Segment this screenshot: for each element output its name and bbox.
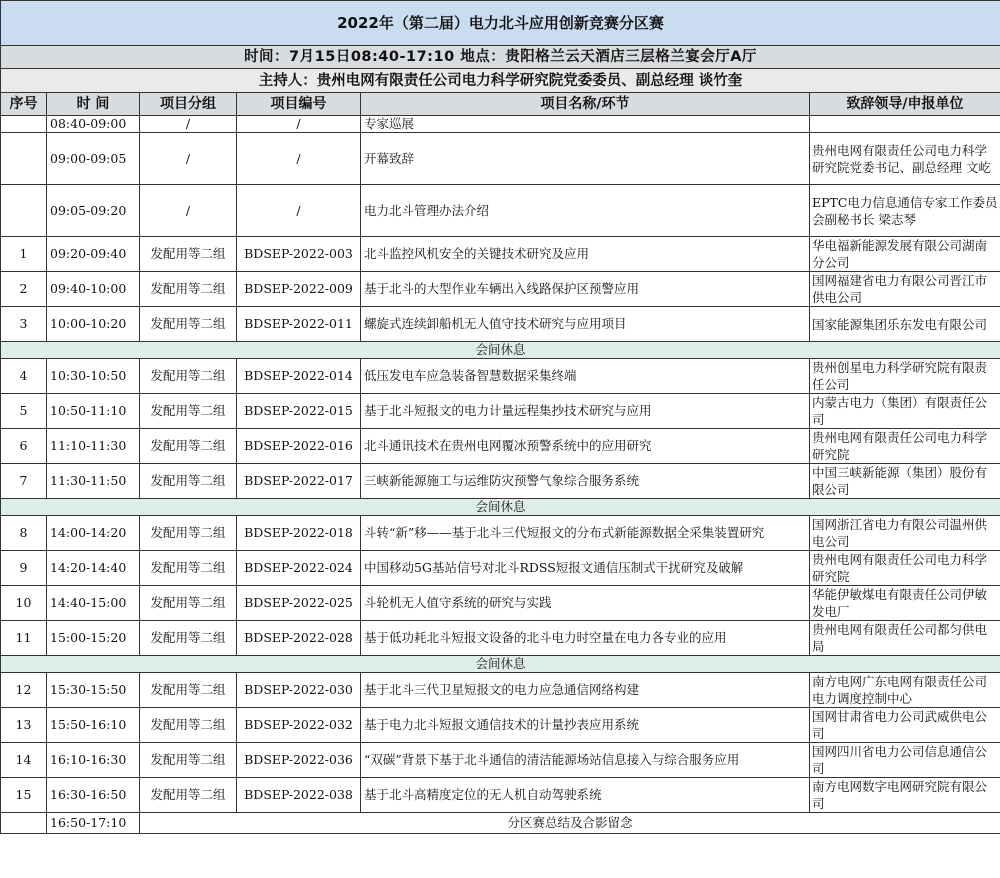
row-no: 14 (1, 743, 47, 778)
row-group: 发配用等二组 (140, 708, 237, 743)
row-time: 09:00-09:05 (47, 133, 140, 185)
break-row (1, 342, 1000, 359)
table-row (1, 394, 1000, 429)
row-no: 15 (1, 778, 47, 813)
row-name: 电力北斗管理办法介绍 (361, 185, 810, 237)
row-no (1, 185, 47, 237)
row-group: 发配用等二组 (140, 272, 237, 307)
row-group: 发配用等二组 (140, 464, 237, 499)
column-header-time: 时 间 (47, 93, 140, 116)
row-no: 10 (1, 586, 47, 621)
row-unit: 国网四川省电力公司信息通信公司 (810, 743, 1000, 778)
column-header-no: 序号 (1, 93, 47, 116)
table-row (1, 516, 1000, 551)
row-group: 发配用等二组 (140, 307, 237, 342)
row-code: BDSEP-2022-015 (237, 394, 361, 429)
row-time: 10:30-10:50 (47, 359, 140, 394)
row-code: BDSEP-2022-014 (237, 359, 361, 394)
row-code: BDSEP-2022-025 (237, 586, 361, 621)
row-code: BDSEP-2022-030 (237, 673, 361, 708)
row-time: 14:00-14:20 (47, 516, 140, 551)
row-time: 09:20-09:40 (47, 237, 140, 272)
row-time: 11:30-11:50 (47, 464, 140, 499)
row-unit: 贵州电网有限责任公司电力科学研究院党委书记、副总经理 文屹 (810, 133, 1000, 185)
table-row (1, 133, 1000, 185)
row-group: 发配用等二组 (140, 237, 237, 272)
row-time: 09:40-10:00 (47, 272, 140, 307)
row-group: 发配用等二组 (140, 621, 237, 656)
break-row (1, 656, 1000, 673)
row-unit: 国家能源集团乐东发电有限公司 (810, 307, 1000, 342)
row-group: 发配用等二组 (140, 673, 237, 708)
time-venue: 时间：7月15日08:40-17:10 地点：贵阳格兰云天酒店三层格兰宴会厅A厅 (1, 46, 1000, 69)
row-time: 10:50-11:10 (47, 394, 140, 429)
row-code: BDSEP-2022-038 (237, 778, 361, 813)
row-code: BDSEP-2022-028 (237, 621, 361, 656)
table-row (1, 464, 1000, 499)
row-group: 发配用等二组 (140, 516, 237, 551)
table-row (1, 673, 1000, 708)
row-group: / (140, 116, 237, 133)
row-group: 发配用等二组 (140, 359, 237, 394)
table-row (1, 743, 1000, 778)
row-name: 开幕致辞 (361, 133, 810, 185)
row-time: 16:50-17:10 (47, 813, 140, 834)
row-name: 中国移动5G基站信号对北斗RDSS短报文通信压制式干扰研究及破解 (361, 551, 810, 586)
break-label: 会间休息 (1, 656, 1000, 673)
row-group: 发配用等二组 (140, 551, 237, 586)
row-time: 08:40-09:00 (47, 116, 140, 133)
column-header-unit: 致辞领导/申报单位 (810, 93, 1000, 116)
row-name: 北斗通讯技术在贵州电网覆冰预警系统中的应用研究 (361, 429, 810, 464)
row-name: 基于北斗短报文的电力计量远程集抄技术研究与应用 (361, 394, 810, 429)
row-time: 15:50-16:10 (47, 708, 140, 743)
break-row (1, 499, 1000, 516)
closing-label: 分区赛总结及合影留念 (140, 813, 1000, 834)
row-unit: 内蒙古电力（集团）有限责任公司 (810, 394, 1000, 429)
row-code: BDSEP-2022-016 (237, 429, 361, 464)
break-label: 会间休息 (1, 499, 1000, 516)
row-no (1, 116, 47, 133)
row-unit (810, 116, 1000, 133)
table-row (1, 359, 1000, 394)
row-group: 发配用等二组 (140, 586, 237, 621)
row-name: 基于电力北斗短报文通信技术的计量抄表应用系统 (361, 708, 810, 743)
row-unit: 国网福建省电力有限公司晋江市供电公司 (810, 272, 1000, 307)
row-time: 14:40-15:00 (47, 586, 140, 621)
row-no: 12 (1, 673, 47, 708)
row-time: 11:10-11:30 (47, 429, 140, 464)
row-no: 8 (1, 516, 47, 551)
row-no: 6 (1, 429, 47, 464)
row-group: 发配用等二组 (140, 743, 237, 778)
row-unit: 贵州电网有限责任公司都匀供电局 (810, 621, 1000, 656)
row-name: 北斗监控风机安全的关键技术研究及应用 (361, 237, 810, 272)
row-time: 09:05-09:20 (47, 185, 140, 237)
row-name: 低压发电车应急装备智慧数据采集终端 (361, 359, 810, 394)
row-no: 5 (1, 394, 47, 429)
row-no: 9 (1, 551, 47, 586)
table-row (1, 429, 1000, 464)
row-time: 14:20-14:40 (47, 551, 140, 586)
row-no (1, 813, 47, 834)
row-no: 4 (1, 359, 47, 394)
row-code: BDSEP-2022-009 (237, 272, 361, 307)
row-name: 斗轮机无人值守系统的研究与实践 (361, 586, 810, 621)
row-no: 7 (1, 464, 47, 499)
row-group: 发配用等二组 (140, 429, 237, 464)
row-unit: EPTC电力信息通信专家工作委员会副秘书长 梁志琴 (810, 185, 1000, 237)
schedule-title: 2022年（第二届）电力北斗应用创新竞赛分区赛 (1, 1, 1000, 46)
row-no: 11 (1, 621, 47, 656)
row-code: / (237, 185, 361, 237)
table-row (1, 551, 1000, 586)
row-group: / (140, 133, 237, 185)
column-header-group: 项目分组 (140, 93, 237, 116)
table-row (1, 116, 1000, 133)
table-row (1, 307, 1000, 342)
row-code: BDSEP-2022-003 (237, 237, 361, 272)
table-row (1, 272, 1000, 307)
row-no: 3 (1, 307, 47, 342)
table-row (1, 185, 1000, 237)
row-unit: 华电福新能源发展有限公司湖南分公司 (810, 237, 1000, 272)
row-name: 基于北斗的大型作业车辆出入线路保护区预警应用 (361, 272, 810, 307)
row-unit: 贵州创星电力科学研究院有限责任公司 (810, 359, 1000, 394)
row-time: 15:30-15:50 (47, 673, 140, 708)
row-code: BDSEP-2022-032 (237, 708, 361, 743)
row-name: 专家巡展 (361, 116, 810, 133)
row-code: BDSEP-2022-011 (237, 307, 361, 342)
row-unit: 南方电网广东电网有限责任公司电力调度控制中心 (810, 673, 1000, 708)
row-code: / (237, 133, 361, 185)
row-name: 基于低功耗北斗短报文设备的北斗电力时空量在电力各专业的应用 (361, 621, 810, 656)
closing-row (1, 813, 1000, 834)
column-header-code: 项目编号 (237, 93, 361, 116)
row-group: 发配用等二组 (140, 778, 237, 813)
row-name: 基于北斗高精度定位的无人机自动驾驶系统 (361, 778, 810, 813)
row-unit: 贵州电网有限责任公司电力科学研究院 (810, 551, 1000, 586)
row-name: 斗转“新”移——基于北斗三代短报文的分布式新能源数据全采集装置研究 (361, 516, 810, 551)
row-group: 发配用等二组 (140, 394, 237, 429)
row-code: BDSEP-2022-024 (237, 551, 361, 586)
row-unit: 南方电网数字电网研究院有限公司 (810, 778, 1000, 813)
table-row (1, 586, 1000, 621)
row-unit: 中国三峡新能源（集团）股份有限公司 (810, 464, 1000, 499)
table-row (1, 708, 1000, 743)
row-name: 基于北斗三代卫星短报文的电力应急通信网络构建 (361, 673, 810, 708)
row-time: 15:00-15:20 (47, 621, 140, 656)
row-code: BDSEP-2022-017 (237, 464, 361, 499)
table-row (1, 621, 1000, 656)
row-no (1, 133, 47, 185)
break-label: 会间休息 (1, 342, 1000, 359)
column-header-name: 项目名称/环节 (361, 93, 810, 116)
row-no: 1 (1, 237, 47, 272)
row-time: 16:30-16:50 (47, 778, 140, 813)
host-line: 主持人：贵州电网有限责任公司电力科学研究院党委委员、副总经理 谈竹奎 (1, 69, 1000, 93)
row-code: BDSEP-2022-018 (237, 516, 361, 551)
row-code: BDSEP-2022-036 (237, 743, 361, 778)
row-code: / (237, 116, 361, 133)
row-time: 10:00-10:20 (47, 307, 140, 342)
row-name: 三峡新能源施工与运维防灾预警气象综合服务系统 (361, 464, 810, 499)
table-row (1, 778, 1000, 813)
row-name: 螺旋式连续卸船机无人值守技术研究与应用项目 (361, 307, 810, 342)
row-unit: 国网甘肃省电力公司武威供电公司 (810, 708, 1000, 743)
table-row (1, 237, 1000, 272)
row-group: / (140, 185, 237, 237)
row-name: “双碳”背景下基于北斗通信的清洁能源场站信息接入与综合服务应用 (361, 743, 810, 778)
row-unit: 贵州电网有限责任公司电力科学研究院 (810, 429, 1000, 464)
row-no: 2 (1, 272, 47, 307)
row-time: 16:10-16:30 (47, 743, 140, 778)
row-unit: 华能伊敏煤电有限责任公司伊敏发电厂 (810, 586, 1000, 621)
row-no: 13 (1, 708, 47, 743)
row-unit: 国网浙江省电力有限公司温州供电公司 (810, 516, 1000, 551)
